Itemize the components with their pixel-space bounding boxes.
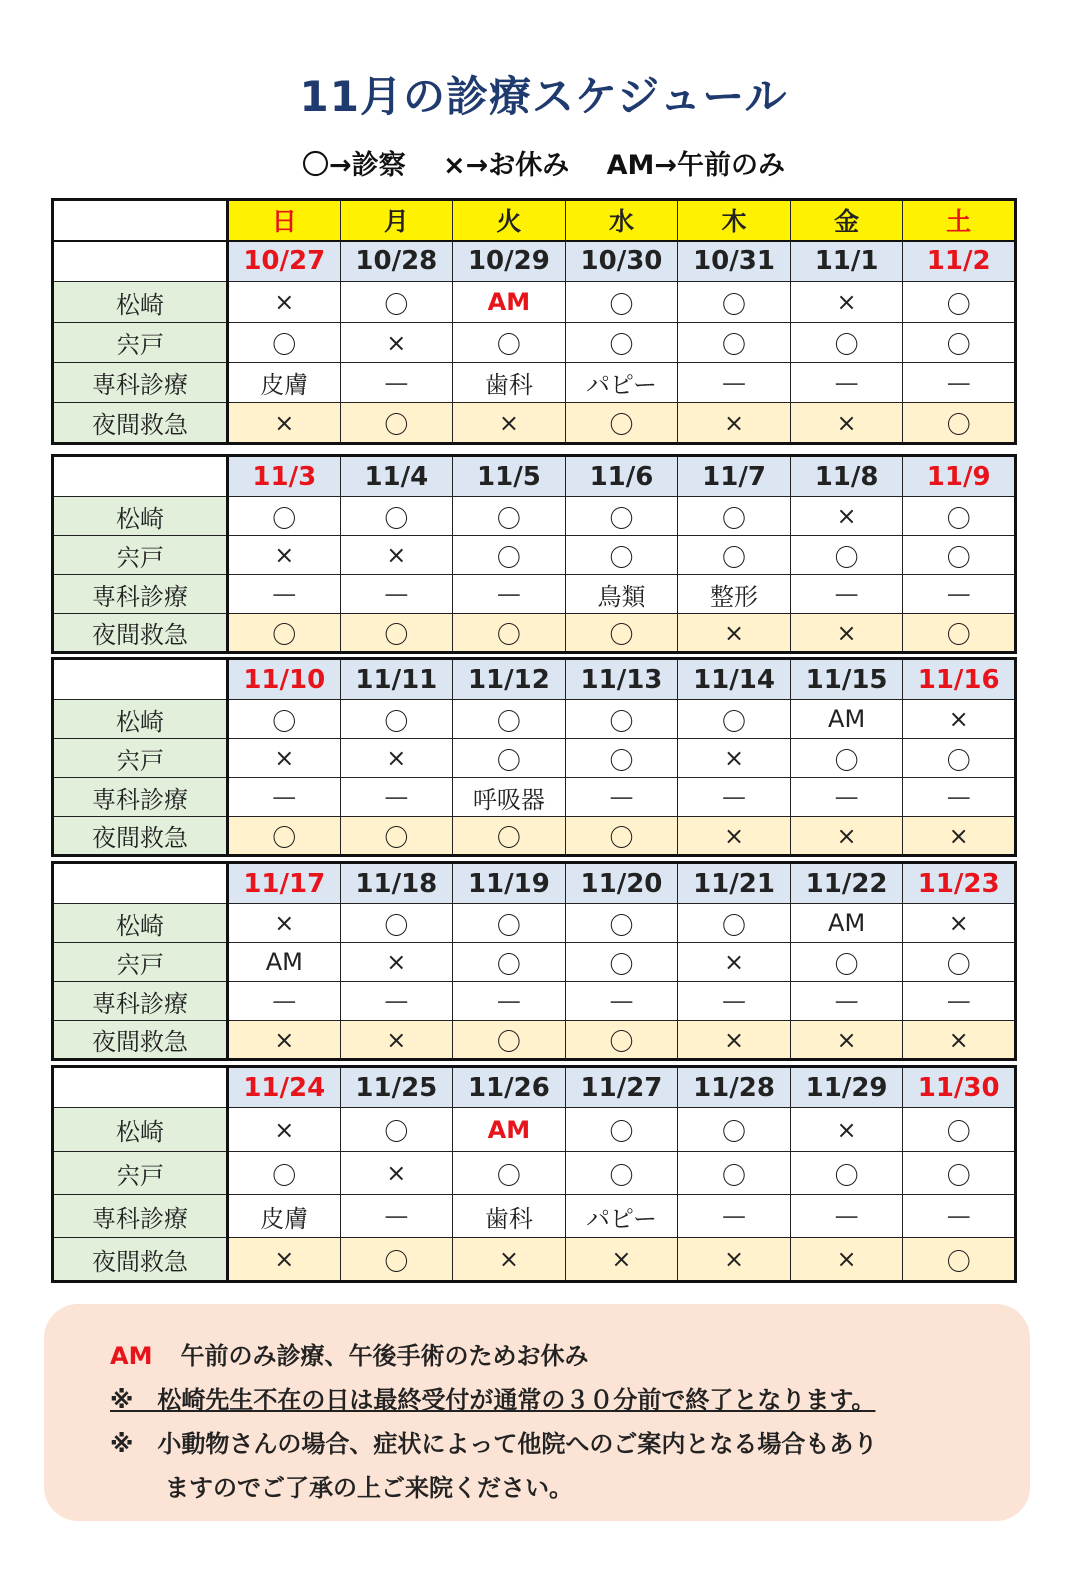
schedule-cell: 〇 <box>565 403 678 444</box>
date-cell: 11/9 <box>903 456 1016 497</box>
schedule-cell: × <box>678 1021 791 1060</box>
schedule-cell: × <box>340 323 453 363</box>
date-cell: 11/7 <box>678 456 791 497</box>
schedule-cell: × <box>228 1238 341 1282</box>
schedule-cell: × <box>340 943 453 982</box>
schedule-cell: 〇 <box>340 614 453 653</box>
date-row <box>53 1067 1016 1108</box>
schedule-cell: AM <box>228 943 341 982</box>
schedule-cell: — <box>678 363 791 403</box>
schedule-cell: 〇 <box>790 739 903 778</box>
schedule-cell: 〇 <box>228 497 341 536</box>
schedule-cell: — <box>340 575 453 614</box>
night-emergency-row <box>53 817 1016 856</box>
specialty-row <box>53 363 1016 403</box>
date-cell: 11/1 <box>790 241 903 282</box>
shishido-row <box>53 943 1016 982</box>
schedule-cell: — <box>340 363 453 403</box>
schedule-cell: 〇 <box>228 614 341 653</box>
legend-closed: ×→お休み <box>442 150 570 181</box>
schedule-cell: — <box>790 982 903 1021</box>
schedule-cell: 〇 <box>903 614 1016 653</box>
schedule-cell: 〇 <box>565 1152 678 1195</box>
schedule-cell: × <box>228 282 341 323</box>
date-cell: 11/24 <box>228 1067 341 1108</box>
schedule-cell: — <box>453 982 566 1021</box>
schedule-cell: — <box>340 982 453 1021</box>
schedule-cell: 〇 <box>903 1238 1016 1282</box>
schedule-cell: 〇 <box>790 536 903 575</box>
schedule-cell: 〇 <box>453 943 566 982</box>
schedule-cell: — <box>903 1195 1016 1238</box>
date-row <box>53 456 1016 497</box>
corner-cell <box>53 200 228 241</box>
schedule-cell: × <box>903 700 1016 739</box>
matsuzaki-row <box>53 904 1016 943</box>
schedule-cell: 歯科 <box>453 1195 566 1238</box>
weekday-header: 月 <box>340 200 453 241</box>
schedule-cell: × <box>228 536 341 575</box>
legend <box>0 143 1087 182</box>
date-cell: 11/6 <box>565 456 678 497</box>
schedule-cell: 〇 <box>565 817 678 856</box>
note-am-line <box>110 1336 588 1371</box>
schedule-cell: パピー <box>565 1195 678 1238</box>
schedule-cell: 〇 <box>903 323 1016 363</box>
schedule-cell: × <box>790 1021 903 1060</box>
note-am-text: 午前のみ診療、午後手術のためお休み <box>180 1342 589 1370</box>
matsuzaki-row <box>53 700 1016 739</box>
row-label: 夜間救急 <box>53 614 228 653</box>
date-cell: 11/14 <box>678 659 791 700</box>
date-cell: 11/2 <box>903 241 1016 282</box>
schedule-cell: 〇 <box>678 497 791 536</box>
schedule-cell: — <box>228 778 341 817</box>
schedule-cell: × <box>790 403 903 444</box>
date-row-blank <box>53 863 228 904</box>
schedule-cell: 〇 <box>903 943 1016 982</box>
schedule-cell: 〇 <box>678 282 791 323</box>
schedule-cell: × <box>228 739 341 778</box>
specialty-row <box>53 778 1016 817</box>
weekday-header: 火 <box>453 200 566 241</box>
schedule-cell: 〇 <box>678 700 791 739</box>
row-label: 夜間救急 <box>53 403 228 444</box>
schedule-cell: × <box>565 1238 678 1282</box>
schedule-cell: 〇 <box>340 282 453 323</box>
schedule-cell: × <box>678 614 791 653</box>
schedule-cell: 〇 <box>790 323 903 363</box>
schedule-cell: 〇 <box>453 700 566 739</box>
schedule-cell: × <box>790 1238 903 1282</box>
row-label: 松崎 <box>53 700 228 739</box>
schedule-cell: 〇 <box>340 700 453 739</box>
date-cell: 11/4 <box>340 456 453 497</box>
date-cell: 11/19 <box>453 863 566 904</box>
schedule-cell: 〇 <box>453 1152 566 1195</box>
date-cell: 11/29 <box>790 1067 903 1108</box>
schedule-cell: × <box>340 1021 453 1060</box>
night-emergency-row <box>53 1021 1016 1060</box>
date-cell: 11/15 <box>790 659 903 700</box>
row-label: 松崎 <box>53 904 228 943</box>
schedule-cell: 歯科 <box>453 363 566 403</box>
schedule-cell: AM <box>453 282 566 323</box>
schedule-cell: 〇 <box>790 943 903 982</box>
date-cell: 11/26 <box>453 1067 566 1108</box>
week-table <box>51 861 1017 1061</box>
schedule-cell: × <box>903 904 1016 943</box>
schedule-cell: × <box>678 943 791 982</box>
date-cell: 11/10 <box>228 659 341 700</box>
schedule-cell: × <box>340 536 453 575</box>
row-label: 宍戸 <box>53 323 228 363</box>
page-title: 11月の診療スケジュール <box>299 72 788 121</box>
schedule-cell: 〇 <box>903 497 1016 536</box>
schedule-cell: — <box>903 982 1016 1021</box>
date-cell: 11/20 <box>565 863 678 904</box>
date-cell: 11/23 <box>903 863 1016 904</box>
specialty-row <box>53 982 1016 1021</box>
week-table <box>51 198 1017 445</box>
schedule-cell: 〇 <box>340 1108 453 1152</box>
schedule-cell: 〇 <box>453 536 566 575</box>
date-cell: 10/30 <box>565 241 678 282</box>
specialty-row <box>53 575 1016 614</box>
date-cell: 11/5 <box>453 456 566 497</box>
schedule-cell: 〇 <box>340 403 453 444</box>
date-cell: 11/11 <box>340 659 453 700</box>
schedule-cell: — <box>903 363 1016 403</box>
row-label: 宍戸 <box>53 943 228 982</box>
schedule-cell: 〇 <box>678 323 791 363</box>
schedule-cell: 鳥類 <box>565 575 678 614</box>
weekday-header: 土 <box>903 200 1016 241</box>
schedule-cell: 〇 <box>565 904 678 943</box>
date-cell: 10/27 <box>228 241 341 282</box>
row-label: 専科診療 <box>53 778 228 817</box>
row-label: 松崎 <box>53 497 228 536</box>
weekday-header: 日 <box>228 200 341 241</box>
date-cell: 10/29 <box>453 241 566 282</box>
row-label: 夜間救急 <box>53 1021 228 1060</box>
schedule-cell: AM <box>790 700 903 739</box>
specialty-row <box>53 1195 1016 1238</box>
schedule-cell: 〇 <box>565 614 678 653</box>
schedule-cell: 〇 <box>453 817 566 856</box>
night-emergency-row <box>53 1238 1016 1282</box>
schedule-cell: 〇 <box>903 403 1016 444</box>
schedule-cell: — <box>340 778 453 817</box>
weekday-header-row <box>53 200 1016 241</box>
schedule-cell: パピー <box>565 363 678 403</box>
schedule-cell: 〇 <box>340 1238 453 1282</box>
row-label: 夜間救急 <box>53 817 228 856</box>
schedule-cell: — <box>453 575 566 614</box>
legend-open: 〇→診察 <box>301 150 406 181</box>
shishido-row <box>53 1152 1016 1195</box>
schedule-cell: 〇 <box>453 614 566 653</box>
row-label: 宍戸 <box>53 536 228 575</box>
schedule-cell: 〇 <box>565 497 678 536</box>
schedule-cell: 〇 <box>678 1152 791 1195</box>
row-label: 夜間救急 <box>53 1238 228 1282</box>
weekday-header: 木 <box>678 200 791 241</box>
schedule-cell: — <box>678 778 791 817</box>
date-row-blank <box>53 1067 228 1108</box>
date-cell: 11/22 <box>790 863 903 904</box>
schedule-cell: 〇 <box>790 1152 903 1195</box>
legend-am: AM→午前のみ <box>606 150 786 181</box>
schedule-cell: — <box>678 982 791 1021</box>
schedule-cell: — <box>790 575 903 614</box>
schedule-cell: 〇 <box>453 497 566 536</box>
week-table <box>51 1065 1017 1283</box>
schedule-cell: 〇 <box>340 497 453 536</box>
schedule-cell: — <box>228 982 341 1021</box>
schedule-cell: 〇 <box>565 700 678 739</box>
date-cell: 11/27 <box>565 1067 678 1108</box>
schedule-cell: — <box>790 1195 903 1238</box>
date-cell: 10/31 <box>678 241 791 282</box>
schedule-cell: × <box>790 497 903 536</box>
schedule-cell: 〇 <box>903 1108 1016 1152</box>
schedule-cell: — <box>790 363 903 403</box>
note-line-3: ※ 小動物さんの場合、症状によって他院へのご案内となる場合もあり <box>110 1430 878 1458</box>
schedule-cell: — <box>903 575 1016 614</box>
schedule-cell: × <box>790 817 903 856</box>
matsuzaki-row <box>53 282 1016 323</box>
date-row-blank <box>53 456 228 497</box>
schedule-cell: × <box>453 403 566 444</box>
schedule-cell: 〇 <box>678 536 791 575</box>
schedule-cell: × <box>228 403 341 444</box>
schedule-cell: × <box>228 1108 341 1152</box>
schedule-cell: 〇 <box>453 1021 566 1060</box>
date-row-blank <box>53 241 228 282</box>
schedule-cell: × <box>678 403 791 444</box>
shishido-row <box>53 323 1016 363</box>
row-label: 松崎 <box>53 282 228 323</box>
shishido-row <box>53 739 1016 778</box>
date-cell: 11/3 <box>228 456 341 497</box>
schedule-cell: 〇 <box>678 1108 791 1152</box>
row-label: 専科診療 <box>53 982 228 1021</box>
schedule-cell: 〇 <box>565 323 678 363</box>
date-cell: 11/21 <box>678 863 791 904</box>
schedule-cell: 〇 <box>903 282 1016 323</box>
schedule-cell: 〇 <box>453 904 566 943</box>
row-label: 専科診療 <box>53 1195 228 1238</box>
schedule-cell: — <box>228 575 341 614</box>
row-label: 宍戸 <box>53 739 228 778</box>
schedule-cell: 〇 <box>903 739 1016 778</box>
matsuzaki-row <box>53 1108 1016 1152</box>
row-label: 専科診療 <box>53 363 228 403</box>
date-row <box>53 241 1016 282</box>
week-table <box>51 657 1017 857</box>
schedule-cell: — <box>678 1195 791 1238</box>
schedule-cell: 〇 <box>453 323 566 363</box>
schedule-cell: × <box>340 1152 453 1195</box>
schedule-cell: AM <box>790 904 903 943</box>
row-label: 松崎 <box>53 1108 228 1152</box>
schedule-cell: × <box>790 1108 903 1152</box>
note-line-2: ※ 松崎先生不在の日は最終受付が通常の３０分前で終了となります。 <box>110 1386 876 1414</box>
schedule-cell: 〇 <box>228 817 341 856</box>
night-emergency-row <box>53 403 1016 444</box>
schedule-cell: 〇 <box>903 1152 1016 1195</box>
schedule-cell: × <box>340 739 453 778</box>
schedule-cell: × <box>903 817 1016 856</box>
date-cell: 10/28 <box>340 241 453 282</box>
weekday-header: 金 <box>790 200 903 241</box>
schedule-cell: × <box>790 614 903 653</box>
row-label: 専科診療 <box>53 575 228 614</box>
schedule-cell: × <box>228 1021 341 1060</box>
date-row <box>53 659 1016 700</box>
notes-box <box>44 1304 1030 1521</box>
schedule-cell: 〇 <box>565 536 678 575</box>
week-table <box>51 454 1017 654</box>
date-cell: 11/12 <box>453 659 566 700</box>
date-cell: 11/16 <box>903 659 1016 700</box>
schedule-cell: × <box>453 1238 566 1282</box>
weekday-header: 水 <box>565 200 678 241</box>
schedule-cell: 〇 <box>565 739 678 778</box>
schedule-cell: × <box>228 904 341 943</box>
schedule-cell: — <box>790 778 903 817</box>
date-cell: 11/30 <box>903 1067 1016 1108</box>
schedule-cell: 〇 <box>340 817 453 856</box>
schedule-cell: × <box>790 282 903 323</box>
schedule-cell: — <box>565 778 678 817</box>
schedule-cell: 整形 <box>678 575 791 614</box>
date-cell: 11/8 <box>790 456 903 497</box>
schedule-cell: — <box>340 1195 453 1238</box>
date-cell: 11/17 <box>228 863 341 904</box>
schedule-cell: AM <box>453 1108 566 1152</box>
schedule-cell: 〇 <box>565 1108 678 1152</box>
schedule-cell: 〇 <box>678 904 791 943</box>
note-am-tag: AM <box>110 1342 153 1370</box>
night-emergency-row <box>53 614 1016 653</box>
date-cell: 11/28 <box>678 1067 791 1108</box>
schedule-cell: 〇 <box>565 282 678 323</box>
schedule-cell: × <box>903 1021 1016 1060</box>
row-label: 宍戸 <box>53 1152 228 1195</box>
shishido-row <box>53 536 1016 575</box>
date-row <box>53 863 1016 904</box>
matsuzaki-row <box>53 497 1016 536</box>
schedule-cell: 〇 <box>565 943 678 982</box>
date-cell: 11/25 <box>340 1067 453 1108</box>
schedule-cell: × <box>678 1238 791 1282</box>
schedule-cell: — <box>903 778 1016 817</box>
schedule-cell: 〇 <box>228 1152 341 1195</box>
schedule-cell: 皮膚 <box>228 1195 341 1238</box>
date-row-blank <box>53 659 228 700</box>
schedule-cell: 〇 <box>228 323 341 363</box>
schedule-cell: 呼吸器 <box>453 778 566 817</box>
date-cell: 11/18 <box>340 863 453 904</box>
date-cell: 11/13 <box>565 659 678 700</box>
schedule-cell: × <box>678 817 791 856</box>
schedule-cell: 〇 <box>340 904 453 943</box>
note-line-4: ますのでご了承の上ご来院ください。 <box>165 1474 573 1502</box>
schedule-cell: 〇 <box>453 739 566 778</box>
schedule-cell: — <box>565 982 678 1021</box>
schedule-cell: 〇 <box>903 536 1016 575</box>
schedule-cell: × <box>678 739 791 778</box>
schedule-cell: 皮膚 <box>228 363 341 403</box>
schedule-cell: 〇 <box>565 1021 678 1060</box>
schedule-cell: 〇 <box>228 700 341 739</box>
